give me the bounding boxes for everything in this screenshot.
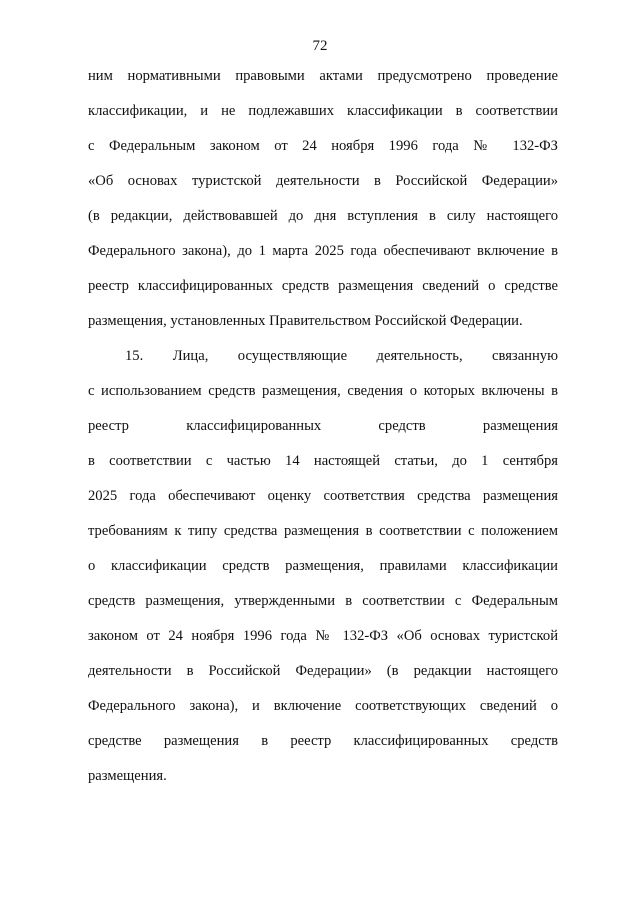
text-line: (в редакции, действовавшей до дня вступления в силу настоящего [88,208,558,224]
page-number: 72 [312,38,328,54]
text-line: Федерального закона), до 1 марта 2025 года обеспечивают включение в [88,243,558,259]
paragraph-15-first-line: 15. Лица, осуществляющие деятельность, связанную [125,348,558,364]
text-line: «Об основах туристской деятельности в Российской Федерации» [88,173,558,189]
text-line: о классификации средств размещения, правилами классификации [88,558,558,574]
text-line: законом от 24 ноября 1996 года № 132-ФЗ «Об основах туристской [88,628,558,644]
text-line: требованиям к типу средства размещения в соответствии с положением [88,523,558,539]
text-line: с использованием средств размещения, сведения о которых включены в [88,383,558,399]
text-line: средстве размещения в реестр классифицированных средств [88,733,558,749]
text-line: реестр классифицированных средств размещения [88,418,558,434]
text-line: ним нормативными правовыми актами предусмотрено проведение [88,68,558,84]
text-line: классификации, и не подлежавших классификации в соответствии [88,103,558,119]
text-line: размещения. [88,768,167,784]
text-line: Федерального закона), и включение соответствующих сведений о [88,698,558,714]
text-line: в соответствии с частью 14 настоящей статьи, до 1 сентября [88,453,558,469]
text-line: деятельности в Российской Федерации» (в редакции настоящего [88,663,558,679]
text-line: с Федеральным законом от 24 ноября 1996 года № 132-ФЗ [88,138,558,154]
text-line: 2025 года обеспечивают оценку соответствия средства размещения [88,488,558,504]
text-line: размещения, установленных Правительством Российской Федерации. [88,313,523,329]
text-line: реестр классифицированных средств размещения сведений о средстве [88,278,558,294]
text-line: средств размещения, утвержденными в соответствии с Федеральным [88,593,558,609]
